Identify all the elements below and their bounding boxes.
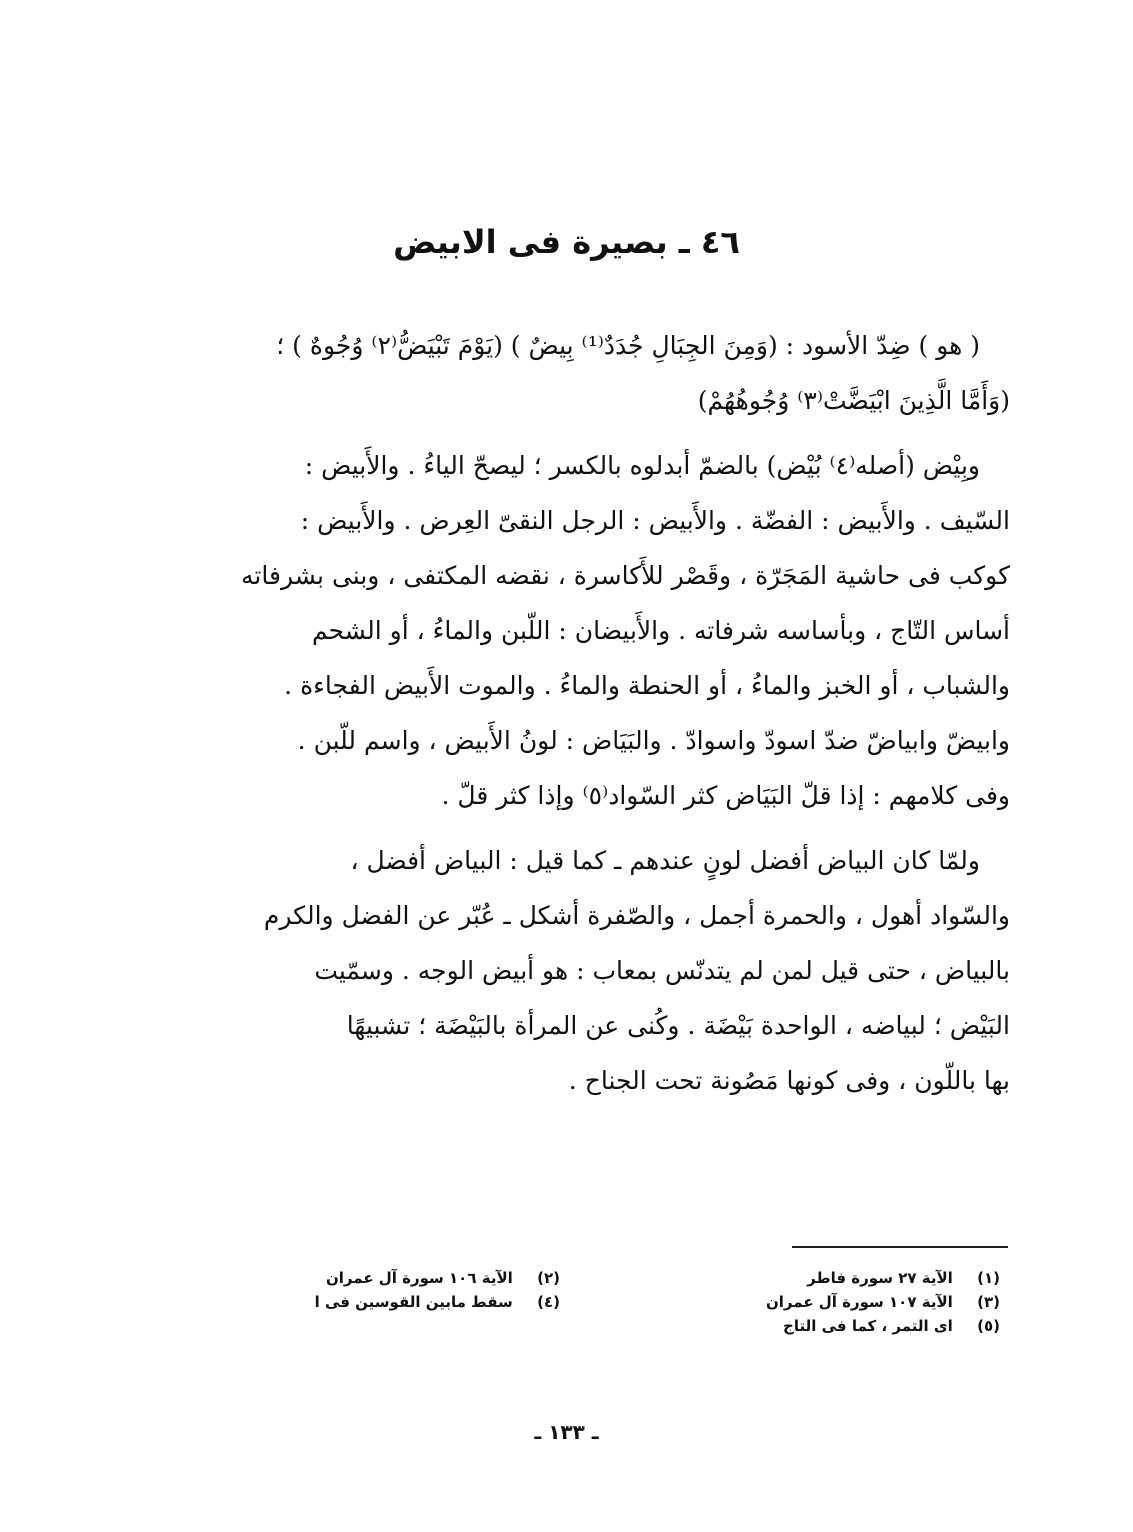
footnote-item: [660, 1290, 1000, 1314]
text-line: والشباب ، أو الخبز والماءُ ، أو الحنطة والماءُ . والموت الأَبيض الفجاءة .: [284, 671, 1010, 700]
text-line: وابيضّ وابياضّ ضدّ اسودّ واسوادّ . والبَيَاض : لونُ الأَبيض ، واسم للّبن .: [297, 726, 1010, 755]
footnote-text: الآية ١٠٦ سورة آل عمران: [325, 1269, 513, 1287]
text-line: وبِيْض (أصله⁽٤⁾ بُيْض) بالضمّ أبدلوه بالكسر ؛ ليصحّ الياءُ . والأَبيض :: [304, 451, 980, 480]
text-line: السّيف . والأَبيض : الفضّة . والأَبيض : الرجل النقىّ العِرض . والأَبيض :: [300, 506, 1010, 535]
footnote-number: (٢): [537, 1269, 560, 1287]
footnote-item: [660, 1314, 1000, 1338]
footnote-item: [240, 1266, 560, 1290]
text-line: (وَأَمَّا الَّذِينَ ابْيَضَّتْ⁽٣⁾ وُجُوهُهُمْ): [697, 386, 1010, 415]
text-line: أساس التّاج ، وبأساسه شرفاته . والأَبيضان : اللّبن والماءُ ، أو الشحم: [312, 616, 1010, 645]
footnote-text: سقط مابين القوسين فى ا: [314, 1293, 513, 1311]
footnote-text: الآية ٢٧ سورة فاطر: [807, 1269, 953, 1287]
text-line: وفى كلامهم : إذا قلّ البَيَاض كثر السّواد⁽٥⁾ وإذا كثر قلّ .: [441, 781, 1010, 810]
footnote-column-right: [660, 1266, 1000, 1338]
footnote-number: (١): [977, 1269, 1000, 1287]
chapter-title: ٤٦ ـ بصيرة فى الابيض: [393, 223, 740, 261]
paragraph-2: [130, 438, 1010, 823]
text-line: ولمّا كان البياض أفضل لونٍ عندهم ـ كما قيل : البياض أفضل ،: [350, 846, 980, 875]
footnote-number: (٥): [977, 1317, 1000, 1335]
footnote-item: [660, 1266, 1000, 1290]
text-line: البَيْض ؛ لبياضه ، الواحدة بَيْضَة . وكُنى عن المرأة بالبَيْضَة ؛ تشبيهًا: [346, 1011, 1010, 1040]
paragraph-1: [130, 318, 1010, 428]
footnote-number: (٤): [537, 1293, 560, 1311]
footnote-number: (٣): [977, 1293, 1000, 1311]
page-number: ـ ١٣٣ ـ: [534, 1420, 599, 1444]
text-line: كوكب فى حاشية المَجَرّة ، وقَصْر للأَكاسرة ، نقضه المكتفى ، وبنى بشرفاته: [241, 561, 1010, 590]
paragraph-3: [130, 833, 1010, 1108]
text-line: بها باللّون ، وفى كونها مَصُونة تحت الجناح .: [568, 1066, 1010, 1095]
text-line: ( هو ) ضِدّ الأسود : (وَمِنَ الجِبَالِ جُدَدٌ⁽¹⁾ بِيضٌ ) (يَوْمَ تَبْيَضُّ⁽٢⁾ وُجُوهٌ ) ؛: [276, 331, 980, 360]
footnote-item: [240, 1290, 560, 1314]
footnote-column-left: [240, 1266, 560, 1314]
footnote-separator: [792, 1246, 1008, 1248]
footnote-text: اى التمر ، كما فى التاج: [783, 1317, 953, 1335]
footnote-text: الآية ١٠٧ سورة آل عمران: [765, 1293, 953, 1311]
text-line: والسّواد أهول ، والحمرة أجمل ، والصّفرة أشكل ـ عُبّر عن الفضل والكرم: [263, 901, 1010, 930]
body-text: [130, 318, 1010, 1118]
text-line: بالبياض ، حتى قيل لمن لم يتدنّس بمعاب : هو أبيض الوجه . وسمّيت: [314, 956, 1010, 985]
